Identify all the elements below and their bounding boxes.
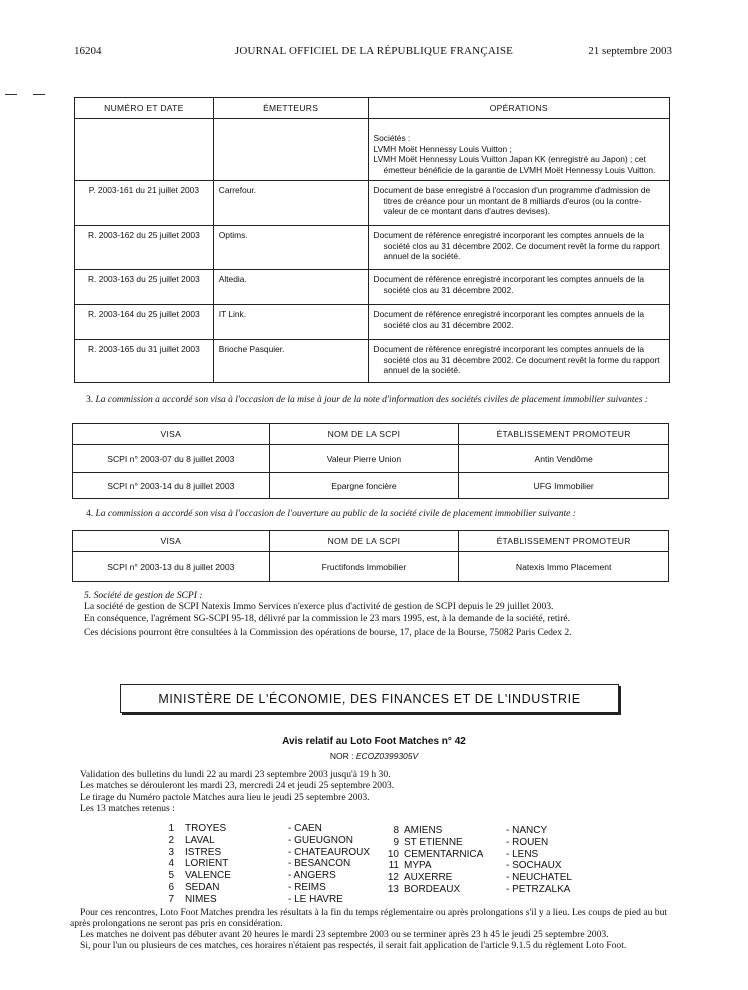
scpi-name-cell: Fructifonds Immobilier	[269, 552, 459, 582]
section-4-text	[74, 509, 670, 519]
paragraph: Ces décisions pourront être consultées à la Commission des opérations de bourse, 17, place de la Bourse, 75082 Paris Cedex 2.	[84, 627, 572, 639]
match-home: VALENCE	[185, 870, 231, 881]
operations-table	[74, 97, 670, 383]
match-home: MYPA	[404, 860, 432, 871]
paragraph: Si, pour l'un ou plusieurs de ces matches, ces horaires n'étaient pas respectés, il serait fait application de l'article 9.1.5 du règlement Loto Foot.	[80, 940, 627, 951]
section-title: 5. Société de gestion de SCPI :	[84, 590, 203, 601]
match-home: ISTRES	[185, 847, 222, 858]
match-away: - ANGERS	[288, 870, 336, 881]
match-away: - ROUEN	[506, 837, 549, 848]
table-row	[73, 445, 669, 473]
operation-line: LVMH Moët Hennessy Louis Vuitton Japan KK (enregistré au Japon) ; cet émetteur bénéficie de la garantie de LVMH Moët Hennessy Louis Vuitton.	[373, 154, 656, 175]
match-away: - GUEUGNON	[288, 835, 353, 846]
emetteur-cell	[213, 119, 368, 181]
numero-cell: R. 2003-165 du 31 juillet 2003	[75, 340, 214, 383]
operations-cell: Document de base enregistré à l'occasion d'un programme d'admission de titres de créance pour un montant de 8 milliards d'euros (ou la contre-valeur de ce montant dans d'autres devises).	[368, 181, 669, 226]
match-away: - NEUCHATEL	[506, 872, 572, 883]
section-number: 3.	[86, 395, 94, 405]
match-number: 9	[393, 837, 399, 848]
table-row	[75, 181, 670, 226]
column-header: OPÉRATIONS	[368, 98, 669, 119]
margin-mark	[33, 94, 45, 95]
match-number: 6	[168, 882, 174, 893]
match-home: SEDAN	[185, 882, 220, 893]
numero-cell	[75, 119, 214, 181]
match-away: - CAEN	[288, 823, 322, 834]
emetteur-cell: Brioche Pasquier.	[213, 340, 368, 383]
promoteur-cell: UFG Immobilier	[459, 473, 669, 499]
scpi-opening-table	[72, 530, 669, 582]
match-number: 5	[168, 870, 174, 881]
column-header: NOM DE LA SCPI	[269, 531, 459, 552]
paragraph: Validation des bulletins du lundi 22 au mardi 23 septembre 2003 jusqu'à 19 h 30.	[80, 769, 391, 780]
emetteur-cell: IT Link.	[213, 305, 368, 340]
visa-cell: SCPI n° 2003-07 du 8 juillet 2003	[73, 445, 270, 473]
match-home: CEMENTARNICA	[404, 849, 484, 860]
numero-cell: P. 2003-161 du 21 juillet 2003	[75, 181, 214, 226]
paragraph: Les matches se dérouleront les mardi 23, mercredi 24 et jeudi 25 septembre 2003.	[80, 780, 395, 792]
page-number: 16204	[74, 45, 102, 57]
table-row	[75, 270, 670, 305]
section-3-text	[74, 395, 670, 406]
paragraph: Les 13 matches retenus :	[80, 803, 175, 815]
notice-intro	[80, 769, 680, 815]
match-home: ST ETIENNE	[404, 837, 463, 848]
promoteur-cell: Antin Vendôme	[459, 445, 669, 473]
match-number: 3	[168, 847, 174, 858]
paragraph: Pour ces rencontres, Loto Foot Matches prendra les résultats à la fin du temps réglementaire ou après prolongations s'il y a lieu. Les coups de pied au but après prolongations ne seront pas pris en considération.	[70, 907, 668, 929]
section-5	[74, 590, 674, 639]
match-home: LAVAL	[185, 835, 215, 846]
operation-line: LVMH Moët Hennessy Louis Vuitton ;	[373, 143, 512, 154]
visa-cell: SCPI n° 2003-14 du 8 juillet 2003	[73, 473, 270, 499]
column-header: VISA	[73, 424, 270, 445]
section-lead: La commission a accordé son visa à l'occasion de la mise à jour de la note d'information des sociétés civiles de placement immobilier suivantes :	[95, 395, 649, 405]
journal-title: JOURNAL OFFICIEL DE LA RÉPUBLIQUE FRANÇAISE	[234, 45, 514, 57]
table-row	[75, 305, 670, 340]
match-home: AUXERRE	[404, 872, 453, 883]
scpi-update-table	[72, 423, 669, 499]
match-number: 8	[393, 825, 399, 836]
match-number: 7	[168, 894, 174, 905]
scpi-name-cell: Epargne foncière	[269, 473, 459, 499]
table-header-row	[73, 424, 669, 445]
match-away: - LE HAVRE	[288, 894, 343, 905]
table-row	[75, 119, 670, 181]
section-lead: La commission a accordé son visa à l'occasion de l'ouverture au public de la société civile de placement immobilier suivante :	[95, 509, 576, 519]
numero-cell: R. 2003-162 du 25 juillet 2003	[75, 226, 214, 270]
promoteur-cell: Natexis Immo Placement	[459, 552, 669, 582]
operations-cell: Document de référence enregistré incorporant les comptes annuels de la société clos au 31 décembre 2002. Ce document revêt la forme du rapport annuel de la société.	[368, 340, 669, 383]
section-number: 4.	[86, 509, 94, 519]
operations-cell: Document de référence enregistré incorporant les comptes annuels de la société clos au 31 décembre 2002. Ce document revêt la forme du rapport annuel de la société.	[368, 226, 669, 270]
margin-mark	[5, 94, 17, 95]
match-away: - NANCY	[506, 825, 548, 836]
visa-cell: SCPI n° 2003-13 du 8 juillet 2003	[73, 552, 270, 582]
emetteur-cell: Carrefour.	[213, 181, 368, 226]
match-number: 12	[387, 872, 399, 883]
emetteur-cell: Optims.	[213, 226, 368, 270]
table-header-row	[73, 531, 669, 552]
paragraph: La société de gestion de SCPI Natexis Immo Services n'exerce plus d'activité de gestion de SCPI depuis le 29 juillet 2003.	[84, 601, 554, 613]
match-home: TROYES	[185, 823, 227, 834]
table-row	[73, 552, 669, 582]
nor-label: NOR :	[329, 751, 354, 761]
ministry-heading: MINISTÈRE DE L'ÉCONOMIE, DES FINANCES ET DE L'INDUSTRIE	[120, 684, 619, 713]
paragraph: Le tirage du Numéro pactole Matches aura lieu le jeudi 25 septembre 2003.	[80, 791, 370, 803]
column-header: VISA	[73, 531, 270, 552]
match-away: - PETRZALKA	[506, 884, 571, 895]
numero-cell: R. 2003-164 du 25 juillet 2003	[75, 305, 214, 340]
match-number: 4	[168, 858, 174, 869]
notice-title: Avis relatif au Loto Foot Matches n° 42	[282, 736, 466, 747]
match-away: - BESANCON	[288, 858, 351, 869]
emetteur-cell: Altedia.	[213, 270, 368, 305]
nor-code: ECOZ0399305V	[355, 751, 419, 761]
match-away: - REIMS	[288, 882, 326, 893]
table-row	[73, 473, 669, 499]
operations-cell	[368, 119, 669, 181]
paragraph: Les matches ne doivent pas débuter avant 20 heures le mardi 23 septembre 2003 ou se terminer après 23 h 45 le jeudi 25 septembre 2003.	[80, 929, 609, 940]
notice-closing	[70, 907, 670, 951]
column-header: NUMÉRO ET DATE	[75, 98, 214, 119]
match-number: 2	[168, 835, 174, 846]
table-row	[75, 340, 670, 383]
match-home: LORIENT	[185, 858, 229, 869]
match-away: - CHATEAUROUX	[288, 847, 371, 858]
match-away: - SOCHAUX	[506, 860, 562, 871]
column-header: ÉTABLISSEMENT PROMOTEUR	[459, 424, 669, 445]
nor-reference	[0, 751, 748, 761]
column-header: ÉTABLISSEMENT PROMOTEUR	[459, 531, 669, 552]
issue-date: 21 septembre 2003	[588, 45, 672, 57]
operations-cell: Document de référence enregistré incorporant les comptes annuels de la société clos au 31 décembre 2002.	[368, 270, 669, 305]
scpi-name-cell: Valeur Pierre Union	[269, 445, 459, 473]
column-header: ÉMETTEURS	[213, 98, 368, 119]
column-header: NOM DE LA SCPI	[269, 424, 459, 445]
match-away: - LENS	[506, 849, 539, 860]
paragraph: En conséquence, l'agrément SG-SCPI 95-18, délivré par la commission le 23 mars 1995, est, à la demande de la société, retiré.	[84, 612, 571, 624]
match-number: 13	[387, 884, 399, 895]
match-home: BORDEAUX	[404, 884, 461, 895]
operation-line: Sociétés :	[373, 133, 411, 143]
match-number: 1	[168, 823, 174, 834]
numero-cell: R. 2003-163 du 25 juillet 2003	[75, 270, 214, 305]
table-row	[75, 226, 670, 270]
match-number: 10	[387, 849, 399, 860]
match-home: NIMES	[185, 894, 217, 905]
match-number: 11	[388, 860, 399, 871]
match-home: AMIENS	[404, 825, 443, 836]
operations-cell: Document de référence enregistré incorporant les comptes annuels de la société clos au 31 décembre 2002.	[368, 305, 669, 340]
table-header-row	[75, 98, 670, 119]
